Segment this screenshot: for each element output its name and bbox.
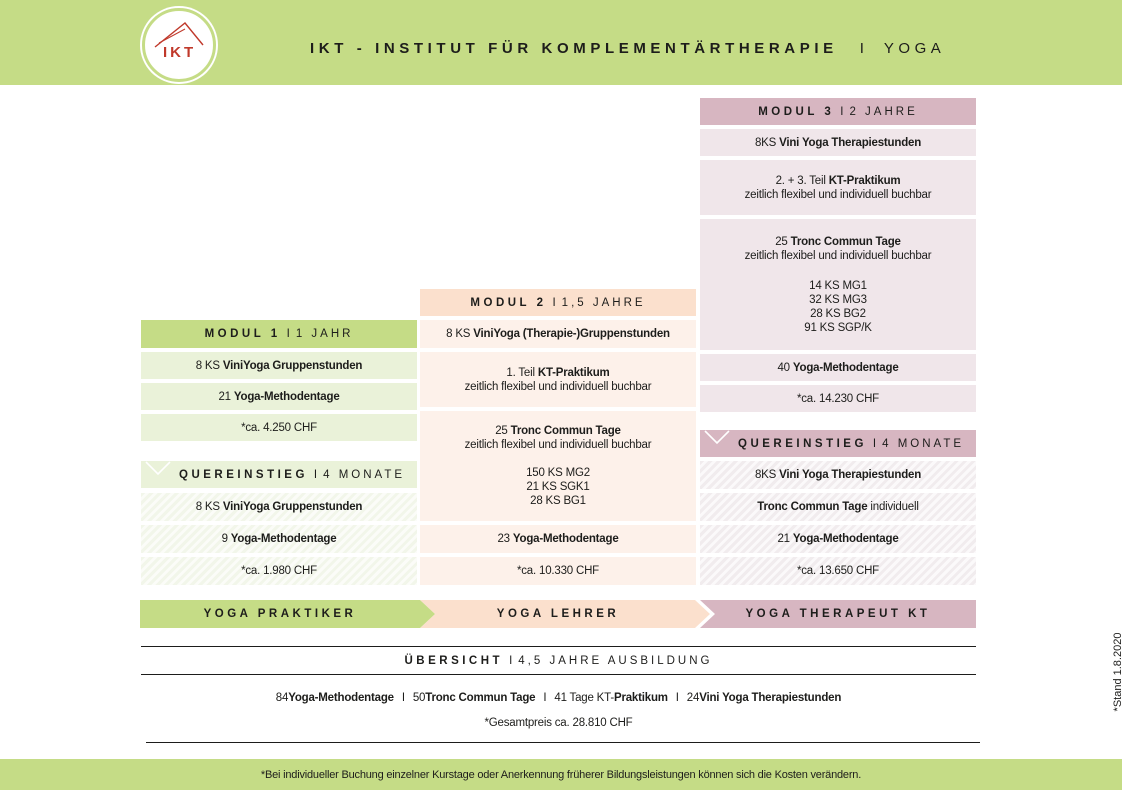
modul3-row-therapiestunden: 8KS Vini Yoga Therapiestunden xyxy=(700,129,976,156)
modul3-quereinstieg-header: QUEREINSTIEG I 4 MONATE xyxy=(700,430,976,457)
overview-total: *Gesamtpreis ca. 28.810 CHF xyxy=(484,717,633,729)
modul3-q-row-therapiestunden: 8KS Vini Yoga Therapiestunden xyxy=(700,461,976,489)
modul2-row-praktikum: 1. Teil KT-Praktikum zeitlich flexibel und individuell buchbar xyxy=(420,352,696,407)
modul2-row-methodentage: 23 Yoga-Methodentage xyxy=(420,525,696,553)
list-item: 14 KS MG1 xyxy=(809,279,867,292)
modul2-header: MODUL 2 I 1,5 JAHRE xyxy=(420,289,696,316)
divider xyxy=(141,674,976,675)
list-item: 28 KS BG2 xyxy=(810,307,866,320)
chevron-down-icon xyxy=(145,461,171,475)
modul3-row-methodentage: 40 Yoga-Methodentage xyxy=(700,354,976,381)
list-item: 150 KS MG2 xyxy=(526,467,590,479)
logo-text: IKT xyxy=(163,44,197,61)
modul2-price: *ca. 10.330 CHF xyxy=(420,557,696,585)
list-item: 91 KS SGP/K xyxy=(804,321,872,334)
modul3-title: MODUL 3 xyxy=(758,105,835,118)
footer-note: *Bei individueller Buchung einzelner Kurstage oder Anerkennung früherer Bildungsleistungen können sich die Kosten verändern. xyxy=(260,768,862,781)
page-subtitle: YOGA xyxy=(883,39,946,57)
list-item: 21 KS SGK1 xyxy=(526,481,590,493)
modul1-duration: 1 JAHR xyxy=(295,328,354,340)
modul2-row-gruppenstunden: 8 KS ViniYoga (Therapie-)Gruppenstunden xyxy=(420,320,696,348)
divider xyxy=(146,742,980,743)
modul3-duration: 2 JAHRE xyxy=(849,105,918,118)
modul3-row-tronc: 25 Tronc Commun Tage zeitlich flexibel und individuell buchbar 14 KS MG1 32 KS MG3 28 KS BG2 91 KS SGP/K xyxy=(700,219,976,350)
footer-bar xyxy=(0,759,1122,790)
modul2-title: MODUL 2 xyxy=(470,296,547,309)
modul1-row-methodentage: 21 Yoga-Methodentage xyxy=(141,383,417,410)
logo xyxy=(142,8,216,82)
modul1-q-row-gruppenstunden: 8 KS ViniYoga Gruppenstunden xyxy=(141,493,417,521)
modul3-q-price: *ca. 13.650 CHF xyxy=(700,557,976,585)
modul3-q-row-tronc: Tronc Commun Tage individuell xyxy=(700,493,976,521)
divider xyxy=(141,646,976,647)
modul1-header: MODUL 1 I 1 JAHR xyxy=(141,320,417,348)
list-item: 32 KS MG3 xyxy=(809,293,867,306)
modul1-quereinstieg-header: QUEREINSTIEG I 4 MONATE xyxy=(141,461,417,488)
modul1-title: MODUL 1 xyxy=(204,328,281,340)
modul1-q-price: *ca. 1.980 CHF xyxy=(141,557,417,585)
overview-title: ÜBERSICHT xyxy=(404,655,504,667)
modul1-q-row-methodentage: 9 Yoga-Methodentage xyxy=(141,525,417,553)
overview-summary: 84 Yoga-Methodentage I 50 Tronc Commun Tage I 41 Tage KT- Praktikum I 24 Vini Yoga Therapiestunden xyxy=(275,692,842,704)
page-title: IKT - INSTITUT FÜR KOMPLEMENTÄRTHERAPIE xyxy=(310,39,838,57)
quereinstieg-title: QUEREINSTIEG xyxy=(738,437,867,450)
overview-header: ÜBERSICHT I 4,5 JAHRE AUSBILDUNG xyxy=(404,655,713,667)
list-item: 28 KS BG1 xyxy=(530,495,586,507)
page-title-row xyxy=(310,38,945,58)
arrow-yoga-lehrer: YOGA LEHRER xyxy=(496,608,620,620)
modul1-price: *ca. 4.250 CHF xyxy=(141,414,417,441)
modul1-row-gruppenstunden: 8 KS ViniYoga Gruppenstunden xyxy=(141,352,417,379)
modul2-row-tronc: 25 Tronc Commun Tage zeitlich flexibel und individuell buchbar 150 KS MG2 21 KS SGK1 28 KS BG1 xyxy=(420,411,696,521)
modul3-price: *ca. 14.230 CHF xyxy=(700,385,976,412)
arrow-yoga-praktiker: YOGA PRAKTIKER xyxy=(203,608,357,620)
arrow-yoga-therapeut: YOGA THERAPEUT KT xyxy=(745,608,931,620)
quereinstieg-title: QUEREINSTIEG xyxy=(179,468,308,481)
chevron-down-icon xyxy=(704,430,730,444)
modul3-row-praktikum: 2. + 3. Teil KT-Praktikum zeitlich flexibel und individuell buchbar xyxy=(700,160,976,215)
stand-date: *Stand 1.8.2020 xyxy=(1112,632,1124,712)
overview-duration: 4,5 JAHRE AUSBILDUNG xyxy=(518,655,713,667)
modul3-q-row-methodentage: 21 Yoga-Methodentage xyxy=(700,525,976,553)
title-separator: I xyxy=(859,39,864,57)
modul2-duration: 1,5 JAHRE xyxy=(561,296,646,309)
modul3-header: MODUL 3 I 2 JAHRE xyxy=(700,98,976,125)
